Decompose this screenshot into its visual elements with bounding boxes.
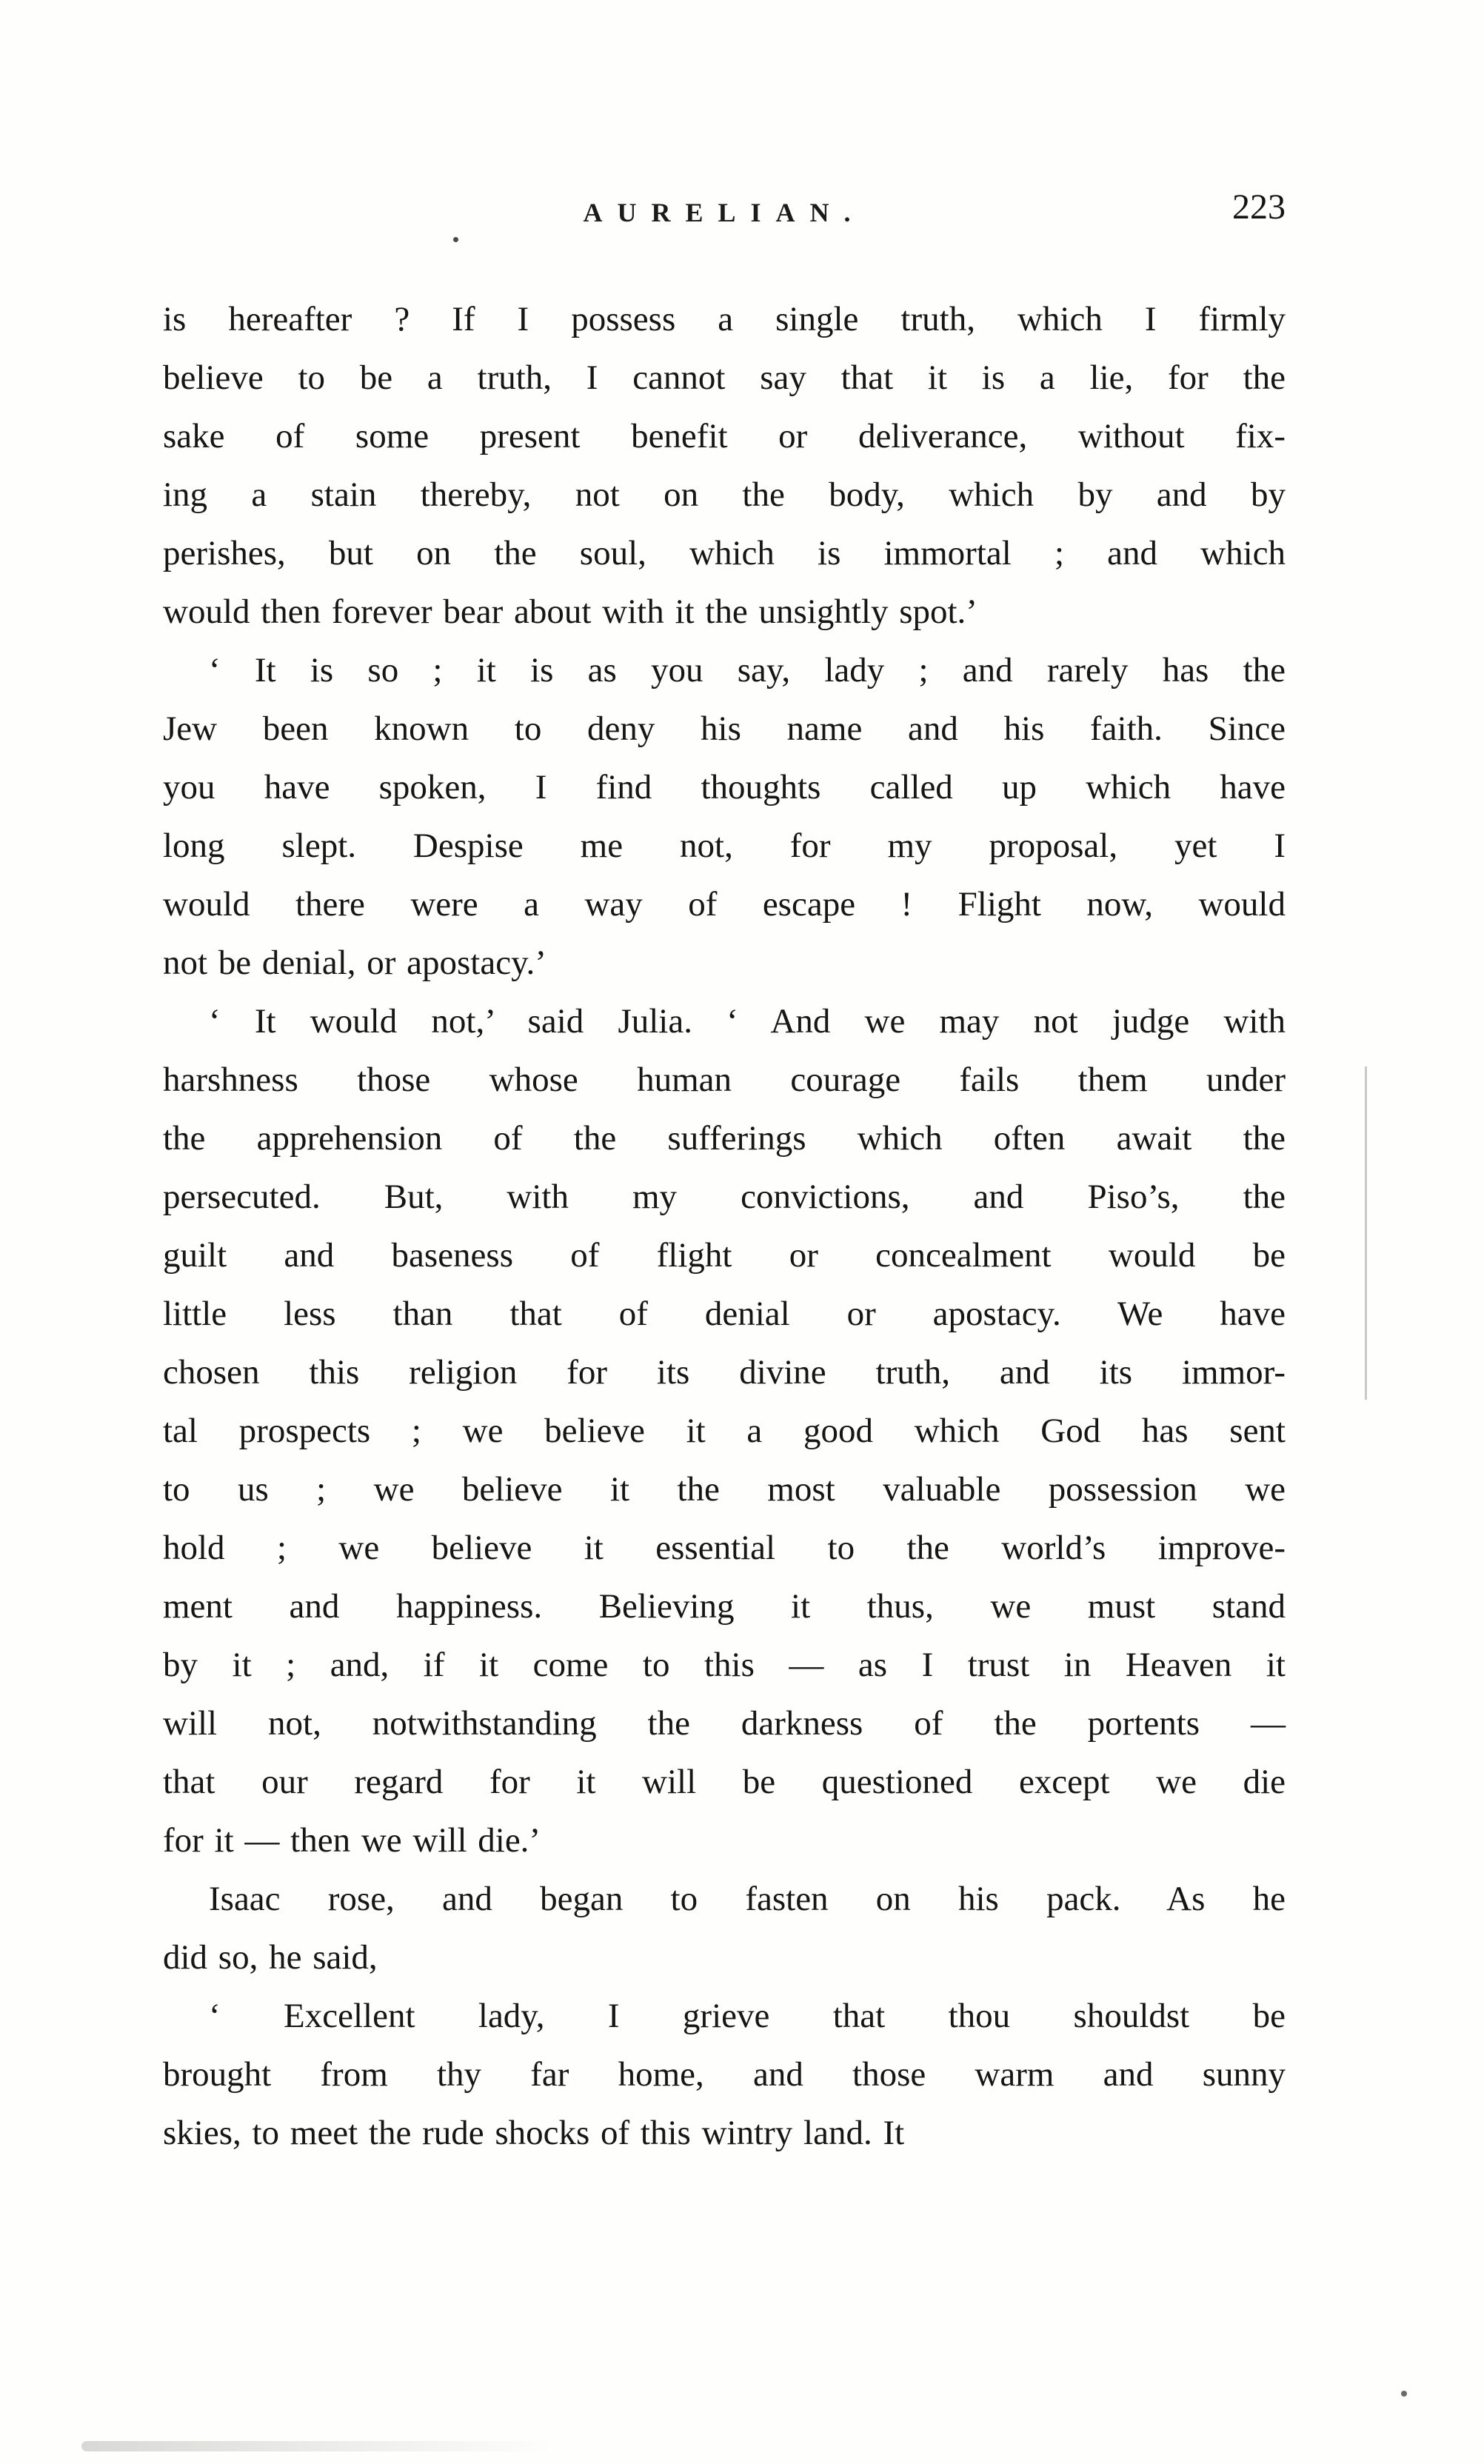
text-line: by it ; and, if it come to this — as I trust in Heaven it [163,1646,1286,1684]
text-line: harshness those whose human courage fails them under [163,1061,1286,1099]
text-line: that our regard for it will be questioned except we die [163,1763,1286,1801]
text-line: guilt and baseness of flight or concealment would be [163,1236,1286,1275]
text-line: Isaac rose, and began to fasten on his pack. As he [209,1880,1286,1918]
scan-artifact-line [1365,1066,1367,1400]
text-line: would there were a way of escape ! Flight now, would [163,885,1286,924]
text-line: skies, to meet the rude shocks of this wintry land. It [163,2114,905,2152]
text-line: ‘ It would not,’ said Julia. ‘ And we may not judge with [209,1002,1286,1041]
text-line: chosen this religion for its divine truth, and its immor- [163,1353,1286,1392]
text-line: did so, he said, [163,1938,378,1977]
page-number: 223 [1232,187,1286,227]
page-header [163,187,1286,238]
scan-artifact-smudge [81,2441,555,2451]
text-line: Jew been known to deny his name and his faith. Since [163,710,1286,748]
text-line: will not, notwithstanding the darkness of the portents — [163,1704,1286,1743]
text-line: long slept. Despise me not, for my proposal, yet I [163,827,1286,865]
text-line: little less than that of denial or apostacy. We have [163,1295,1286,1333]
text-line: tal prospects ; we believe it a good which God has sent [163,1412,1286,1450]
text-line: is hereafter ? If I possess a single truth, which I firmly [163,300,1286,338]
text-line: to us ; we believe it the most valuable possession we [163,1470,1286,1509]
text-line: you have spoken, I find thoughts called up which have [163,768,1286,807]
text-line: sake of some present benefit or deliverance, without fix- [163,417,1286,455]
text-line: ‘ Excellent lady, I grieve that thou shouldst be [209,1997,1286,2035]
text-line: believe to be a truth, I cannot say that it is a lie, for the [163,358,1286,397]
text-line: hold ; we believe it essential to the world’s improve- [163,1529,1286,1567]
text-line: the apprehension of the sufferings which often await the [163,1119,1286,1158]
text-line: persecuted. But, with my convictions, and Piso’s, the [163,1178,1286,1216]
text-line: perishes, but on the soul, which is immortal ; and which [163,534,1286,572]
text-line: ing a stain thereby, not on the body, which by and by [163,475,1286,514]
text-block [163,290,1286,2163]
text-line: ment and happiness. Believing it thus, we must stand [163,1587,1286,1626]
scan-artifact-dot [453,237,458,242]
running-head: AURELIAN. [583,198,866,227]
text-line: ‘ It is so ; it is as you say, lady ; and rarely has the [209,651,1286,690]
scan-artifact-dot [1401,2391,1407,2397]
text-line: not be denial, or apostacy.’ [163,944,547,982]
text-line: would then forever bear about with it the unsightly spot.’ [163,592,977,631]
text-line: brought from thy far home, and those warm and sunny [163,2055,1286,2094]
text-line: for it — then we will die.’ [163,1821,541,1860]
